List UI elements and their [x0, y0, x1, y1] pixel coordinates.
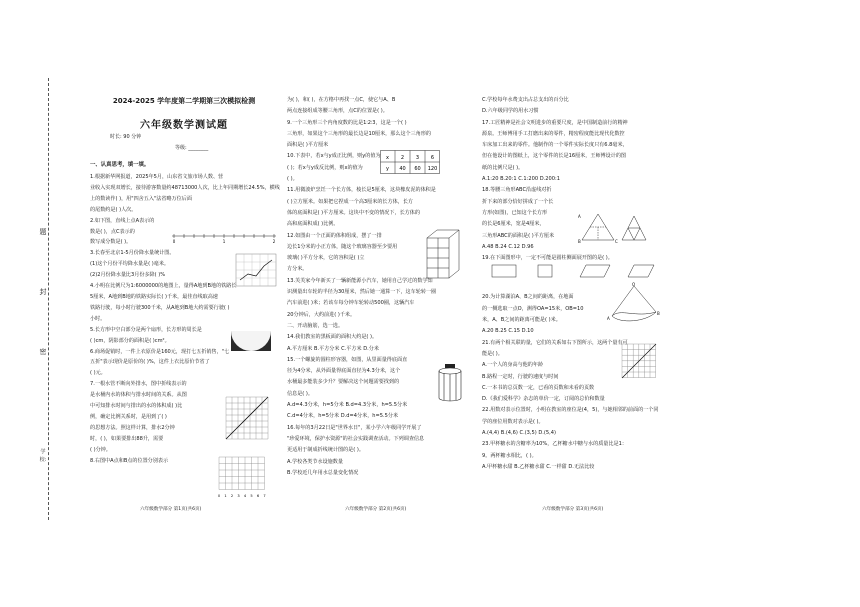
- question-line: ( )；若x与y成反比例，则x的值为: [287, 164, 363, 171]
- question-line: 信息是( )。: [287, 390, 313, 397]
- grid-tick-label: 4: [243, 494, 247, 498]
- question-line: 时，( )，如果要排出88升，需要: [90, 435, 164, 442]
- gutter-label-1: 题: [39, 228, 47, 236]
- question-line: 1.根据新华网报道，2025年5月，山东省文旅市场人数、营: [90, 174, 224, 180]
- lake-label-b: B: [657, 311, 660, 316]
- question-line: 15.一个螺旋的圆柱形容器，如图，从里面量得底面直: [287, 356, 408, 363]
- question-line: 体的底面积是( )平方厘米。这块中不变的情况下，长方体的: [287, 209, 420, 216]
- triangle-label-b: B: [578, 239, 581, 244]
- question-line: 19.在下面图形中，一定不可能是圆柱侧面展开图的是( )。: [482, 255, 613, 262]
- table-x-value: 2: [400, 155, 405, 161]
- coordinate-grid-chart: [215, 455, 271, 500]
- question-line: 20分钟后，大约前进( )千米。: [287, 311, 356, 318]
- question-line: ( )。: [287, 176, 298, 183]
- question-line: 5.长方形中空白部分是两个扇形，长方形的周长是: [90, 326, 202, 333]
- question-line: 水桶最多能装多少升？要解决这个问题需要找到的: [287, 379, 400, 386]
- question-line: 为( )，和( )，在方格中再找一点C，使它与A、B: [287, 97, 396, 103]
- question-line: ( )cm，阴影部分的面积是( )cm²。: [90, 337, 170, 344]
- question-line: 4.小明在比例尺为1:6000000的地图上，量得A地到B地的铁路长: [90, 283, 237, 290]
- water-volume-chart: [222, 393, 272, 443]
- xy-value-table: [380, 150, 440, 174]
- question-line: 汽车前进( )米；若该车每分钟车轮转动500圈，这辆汽车: [287, 300, 415, 307]
- footer-page-2: 六年级数学部分 第2页(共6页): [345, 507, 407, 512]
- question-line: 6.商场促销时，一件上衣原价是160元，现打七五折销售，"七: [90, 348, 230, 355]
- question-line: 三角形ABC的面积是( )平方厘米: [482, 232, 555, 239]
- binding-gutter: [38, 78, 58, 520]
- footer-page-1: 六年级数学部分 第1页(共6页): [140, 507, 202, 512]
- question-line: 能是( )。: [482, 350, 503, 357]
- grid-tick-label: 2: [230, 494, 234, 498]
- question-line: A.d=4.3分米，h=5分米 B.d=4.3分米，h=5.5分米: [287, 402, 408, 409]
- question-line: A.一个人的身高与他的年龄: [482, 362, 544, 369]
- number-line-tick-label: 1: [222, 239, 226, 244]
- question-line: 9。两杯糖水相比，( )。: [482, 452, 537, 459]
- question-line: 纸的比例尺是( )。: [482, 164, 524, 171]
- question-line: ( )立方厘米。如果把它捏成一个高3厘米的长方体，长方: [287, 198, 413, 205]
- question-line: 米，A、B之间的距离可能是( )米。: [482, 317, 561, 324]
- triangle-label-c: C: [615, 239, 618, 244]
- question-line: 折下来的部分恰好拼成了一个长: [482, 198, 554, 205]
- question-line: 小时。: [90, 315, 106, 322]
- question-line: A.48 B.24 C.12 D.96: [482, 243, 534, 250]
- question-line: 18.等腰三角形ABC沿虚线对折: [482, 187, 552, 194]
- rectangle-sectors-figure: [230, 330, 272, 354]
- question-line: 高和底面积成( )比例。: [287, 221, 339, 228]
- question-line: A.1:20 B.20:1 C.1:200 D.200:1: [482, 176, 560, 183]
- question-line: 三角形，如果这个三角形的最长边是10厘米，那么这个三角形的: [287, 130, 432, 137]
- time-label: 时长: 90 分钟: [110, 134, 142, 140]
- question-line: 五折"表示现价是原价的( )%，这件上衣比原价节省了: [90, 359, 210, 366]
- question-line: 的尾数约是( )人次。: [90, 206, 137, 213]
- gutter-label-school: 学校:: [39, 449, 47, 463]
- question-line: 2.如下图，直线上点A表示的: [90, 217, 155, 224]
- grid-tick-label: 1: [224, 494, 227, 498]
- number-line-tick-label: 0: [172, 239, 176, 244]
- question-line: 11.用微波炉烹饪一个长方体，棱长是5厘米，这块橡皮泥的体积是: [287, 187, 436, 194]
- question-line: 业收入实现双增长，接待游客数量约48713000人次，比上年同期增长24.5%，横线: [90, 184, 280, 191]
- question-line: 学的座位用数对表示是( )。: [482, 418, 544, 425]
- grid-tick-label: 7: [263, 494, 266, 498]
- question-line: 13.芙芙家今年新买了一辆新能源小汽车，她用自己学过的数学知: [287, 277, 433, 284]
- question-line: D.《我们爱科学》杂志的单价一定，订阅的总价和数量: [482, 396, 605, 403]
- question-line: A.20 B.25 C.15 D.10: [482, 328, 534, 335]
- question-line: 数是( )，点C表示的: [90, 228, 135, 235]
- question-line: 玻璃( )平方分米，它的容积是( )立: [287, 255, 365, 262]
- question-line: "珍爱环境，保护水资源"的社会实践调查活动。下列调查信息: [287, 435, 425, 442]
- question-line: 3.长春至北京1-5月份降水量统计图。: [90, 250, 175, 257]
- column-1-questions: [90, 172, 280, 466]
- grid-tick-label: 0: [217, 494, 221, 498]
- number-line-figure: [170, 229, 280, 243]
- question-line: A.甲杯糖水甜 B.乙杯糖水甜 C.一样甜 D.无法比较: [482, 463, 595, 470]
- question-line: C.学校每年水费支出占总支出的百分比: [482, 97, 569, 103]
- question-line: ( )分钟。: [90, 446, 111, 453]
- question-line: 方形(如图)，已知这个长方形: [482, 209, 548, 216]
- lake-label-a: A: [607, 316, 610, 321]
- question-line: 9.一个三角形三个内角度数的比是1∶2∶3，这是一个( ): [287, 119, 407, 126]
- triangle-label-a: A: [578, 214, 581, 219]
- question-line: 8.右图中A点和B点的位置分别表示: [90, 457, 169, 464]
- question-line: A.学校各类节水设施数量: [287, 458, 343, 465]
- question-line: 10.下表中，若x与y成正比例，则y的值为: [287, 153, 381, 160]
- question-line: 铁路行驶，每小时行驶300千米，从A地到B地大约需要行驶( ): [90, 304, 230, 311]
- table-x-label: x: [386, 155, 389, 161]
- question-line: 面积是( )平方厘米: [287, 142, 329, 149]
- lake-label-o: O: [632, 282, 636, 287]
- question-line: 更适用于制成折线统计图的是( )。: [287, 447, 364, 454]
- footer-page-3: 六年级数学部分 第3页(共6页): [542, 507, 604, 512]
- gutter-label-3: 密: [39, 348, 47, 356]
- question-line: B.学校近几年用水总量变化情况: [287, 469, 359, 476]
- question-line: C.d=4分米，h=5分米 D.d=4分米，h=5.5分米: [287, 413, 399, 420]
- table-x-value: 3: [415, 155, 420, 161]
- table-y-label: y: [386, 166, 389, 172]
- question-line: 识测量出车轮的半径为30厘米，然后她一通算一下，这车轮转一圈: [287, 289, 437, 296]
- question-line: 数写成分数是( )。: [90, 239, 132, 246]
- question-line: 径为4分米，从外面量得底面直径为4.3分米，这个: [287, 368, 401, 375]
- table-y-value: 60: [414, 166, 421, 172]
- question-line: 的长是6厘米，宽是4厘米，: [482, 221, 545, 228]
- table-y-value: 40: [399, 166, 406, 172]
- question-line: 12.如图由一个正面的体积组成，摆了一排: [287, 232, 382, 239]
- question-line: 但在他设计的图纸上，这个零件的长是16厘米，王师傅设计的图: [482, 153, 627, 160]
- question-line: 二、开动脑筋，选一选。: [287, 322, 344, 329]
- question-line: B.路程一定时，行驶的速度与时间: [482, 373, 559, 380]
- question-line: 5厘米，A地到B地的铁路实际长( )千米，最佳直线取高速: [90, 293, 218, 300]
- question-line: 中可知排水时间与排出的水的体积成( )比: [90, 403, 183, 410]
- lake-distance-figure: [606, 282, 662, 322]
- grid-tick-label: 6: [256, 494, 260, 498]
- section-title-fill-in: 一、认真思考，填一填。: [90, 162, 150, 168]
- triangle-fold-figure: [578, 210, 650, 244]
- question-line: D.六年级同学的用水习惯: [482, 108, 539, 115]
- cut-line: [48, 78, 49, 520]
- question-line: 7.一根水管不断向外排水，图中折线表示的: [90, 381, 187, 388]
- question-line: 上的数读作( )，用"四舍五入"法省略万位后面: [90, 195, 192, 202]
- question-line: (1)这个月份平均降水量是( )毫米。: [90, 261, 170, 268]
- exam-main-title: 六年级数学测试题: [140, 120, 228, 131]
- question-line: 16.每年的3月22日是"世界水日"，某小学六年级同学开展了: [287, 424, 422, 431]
- cylinder-bucket-figure: [436, 364, 464, 404]
- exam-year-title: 2024-2025 学年度第二学期第三次模拟检测: [112, 97, 256, 105]
- question-line: (2)2月份降水量比3月份多降( )%: [90, 272, 166, 279]
- relation-chart: [618, 340, 660, 382]
- question-line: 17.工匠精神是社会文明进步的重要尺度，是中国制造前行的精神: [482, 119, 628, 126]
- question-line: ( )元。: [90, 370, 106, 377]
- question-line: 是水桶内水的体积与排水时间的关系。从图: [90, 392, 187, 399]
- table-x-value: 6: [430, 155, 435, 161]
- grade-label: 等级: ________: [175, 145, 209, 151]
- question-line: 的思想方法。照这样计算，排水2分钟: [90, 424, 175, 431]
- question-line: 21.有两个相关联的量，它们的关系如右下图所示，这两个量有可: [482, 339, 628, 346]
- table-y-value: 120: [427, 166, 438, 172]
- rainfall-chart: [230, 252, 280, 294]
- question-line: 20.为计算湖泊A、B之间的距离，在地面: [482, 294, 574, 301]
- question-line: 两点连接组成等腰三角形，点C的位置是( )。: [287, 108, 388, 115]
- net-shapes-figure: [488, 262, 658, 280]
- grid-tick-label: 3: [237, 494, 240, 498]
- question-line: 车床加工出来的零件。他制作的一个零件实际长度只有6.8毫米，: [482, 142, 628, 149]
- question-line: 例，确定比例关系时，是用到了( ): [90, 413, 167, 420]
- question-line: 14.我们教室的黑板面的面积大约是( )。: [287, 334, 378, 341]
- question-line: 源泉。王师傅用手工打磨出来的零件，精密程度能比现代化数控: [482, 130, 625, 137]
- question-line: 边长1分米的小正方体，随这个玻璃容器至少要用: [287, 243, 398, 250]
- grid-tick-label: 5: [250, 494, 253, 498]
- question-line: 方分米。: [287, 266, 308, 273]
- question-line: C.一本书的总页数一定，已看的页数和未看的页数: [482, 384, 595, 391]
- gutter-label-2: 封: [39, 288, 47, 296]
- question-line: 23.甲杯糖水的含糖率为10%，乙杯糖水中糖与水的质量比是1：: [482, 441, 627, 448]
- number-line-tick-label: 2: [272, 239, 276, 244]
- question-line: A.平方厘米 B.平方分米 C.平方米 D.分米: [287, 345, 379, 352]
- question-line: 的一侧选取一点O，测得OA=15米，OB=10: [482, 305, 584, 312]
- glass-container-figure: [425, 228, 461, 280]
- question-line: A.(4,4) B.(4,6) C.(3,5) D.(5,4): [482, 430, 557, 437]
- question-line: 22.用数对表示位置时，小明在教室的座位是(4，5)，与她相邻的前面的一个同: [482, 407, 659, 414]
